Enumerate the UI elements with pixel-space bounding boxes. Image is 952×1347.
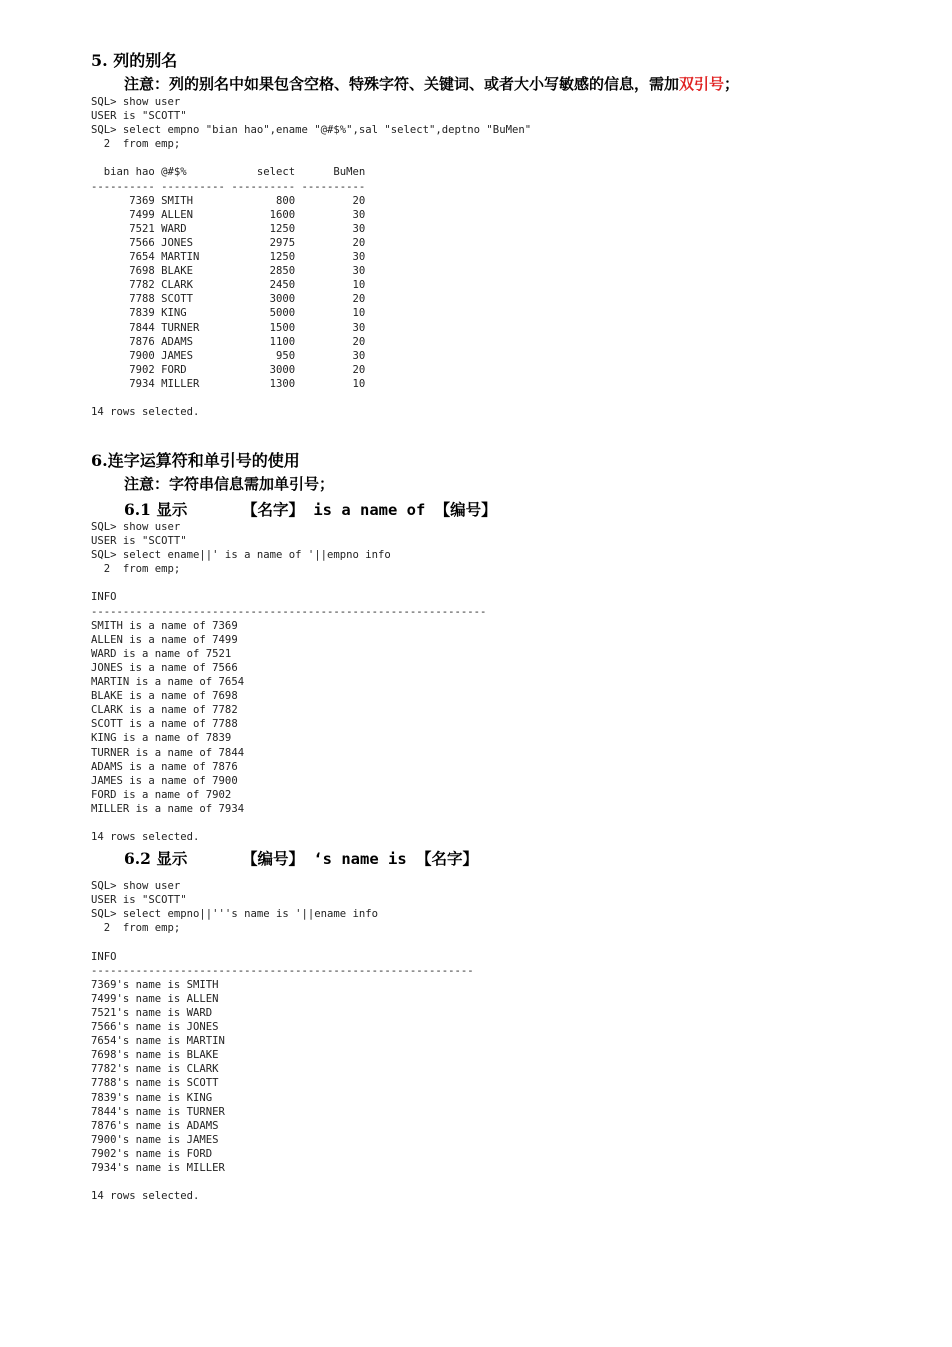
terminal-line: FORD is a name of 7902 [91, 788, 232, 801]
terminal-line: 2 from emp; [91, 138, 181, 151]
terminal-line: 7788's name is SCOTT [91, 1077, 219, 1090]
terminal-line: 2 from emp; [91, 922, 181, 935]
terminal-line: 7934 MILLER 1300 10 [91, 377, 366, 390]
terminal-line: 7839's name is KING [91, 1091, 213, 1104]
section-6-title: 6.连字运算符和单引号的使用 [91, 451, 300, 470]
terminal-line: MILLER is a name of 7934 [91, 802, 245, 815]
terminal-line: 7839 KING 5000 10 [91, 307, 366, 320]
section-6-1-heading [124, 498, 497, 520]
section-5-note-highlight: 双引号 [679, 75, 725, 93]
terminal-line: 7900's name is JAMES [91, 1133, 219, 1146]
terminal-line: 14 rows selected. [91, 831, 200, 844]
terminal-line [91, 576, 486, 590]
terminal-line: -------------------------------------------------------------- [91, 605, 487, 618]
terminal-line: SQL> select empno "bian hao",ename "@#$%",sal "select",deptno "BuMen" [91, 124, 532, 137]
terminal-line: 7782's name is CLARK [91, 1063, 219, 1076]
section-6-2-part2: ‘s name is [304, 850, 416, 868]
terminal-line: 7521's name is WARD [91, 1006, 213, 1019]
terminal-line: 7654's name is MARTIN [91, 1035, 225, 1048]
terminal-line: KING is a name of 7839 [91, 732, 232, 745]
section-5-terminal-output [91, 95, 531, 419]
terminal-line: SQL> show user [91, 96, 181, 108]
terminal-line: 14 rows selected. [91, 406, 200, 419]
terminal-line: 7521 WARD 1250 30 [91, 222, 366, 235]
section-6-1-part1: 【名字】 [242, 500, 305, 519]
terminal-line: SQL> show user [91, 521, 181, 533]
terminal-line: 7698 BLAKE 2850 30 [91, 265, 366, 278]
terminal-line: 7788 SCOTT 3000 20 [91, 293, 366, 306]
terminal-line: 7876 ADAMS 1100 20 [91, 335, 366, 348]
terminal-line: SCOTT is a name of 7788 [91, 718, 238, 731]
section-6-1-part2: is a name of [304, 501, 435, 519]
terminal-line: 7654 MARTIN 1250 30 [91, 251, 366, 264]
terminal-line: ------------------------------------------------------------ [91, 964, 474, 977]
section-5-note [124, 73, 739, 94]
terminal-line: 7902 FORD 3000 20 [91, 363, 366, 376]
terminal-line [91, 1175, 474, 1189]
terminal-line: 7844's name is TURNER [91, 1105, 225, 1118]
section-6-2-part1: 【编号】 [242, 849, 305, 868]
section-6-note: 注意：字符串信息需加单引号； [124, 475, 335, 493]
terminal-line: SQL> show user [91, 880, 181, 893]
terminal-line [91, 816, 486, 830]
terminal-line: 7566's name is JONES [91, 1021, 219, 1034]
terminal-line: 7844 TURNER 1500 30 [91, 321, 366, 334]
terminal-line: USER is "SCOTT" [91, 110, 187, 123]
terminal-line: INFO [91, 591, 117, 604]
terminal-line: 7934's name is MILLER [91, 1161, 225, 1174]
terminal-line: JAMES is a name of 7900 [91, 774, 238, 787]
section-6-2-part3: 【名字】 [416, 849, 479, 868]
terminal-line [91, 391, 531, 405]
terminal-line [91, 865, 474, 879]
section-6-2-prefix: 6.2 显示 [124, 849, 188, 868]
terminal-line: USER is "SCOTT" [91, 894, 187, 907]
terminal-line: MARTIN is a name of 7654 [91, 676, 245, 689]
terminal-line: SMITH is a name of 7369 [91, 619, 238, 632]
section-6-1-prefix: 6.1 显示 [124, 500, 188, 519]
terminal-line: 7566 JONES 2975 20 [91, 236, 366, 249]
terminal-line: ALLEN is a name of 7499 [91, 633, 238, 646]
terminal-line [91, 151, 531, 165]
terminal-line: 7900 JAMES 950 30 [91, 349, 366, 362]
terminal-line: 7782 CLARK 2450 10 [91, 279, 366, 292]
terminal-line: CLARK is a name of 7782 [91, 704, 238, 717]
terminal-line: USER is "SCOTT" [91, 535, 187, 548]
terminal-line: 7499's name is ALLEN [91, 992, 219, 1005]
section-6-1-terminal-output [91, 520, 486, 844]
section-5-title: 5. 列的别名 [91, 51, 178, 70]
terminal-line: WARD is a name of 7521 [91, 647, 232, 660]
terminal-line: 7369's name is SMITH [91, 978, 219, 991]
section-5-note-end: ； [724, 75, 740, 93]
terminal-line: bian hao @#$% select BuMen [91, 166, 366, 179]
section-6-1-part3: 【编号】 [434, 500, 497, 519]
terminal-line: 7876's name is ADAMS [91, 1119, 219, 1132]
terminal-line: BLAKE is a name of 7698 [91, 690, 238, 703]
terminal-line: 7902's name is FORD [91, 1147, 213, 1160]
section-6-2-terminal-output [91, 865, 474, 1203]
terminal-line: ---------- ---------- ---------- ---------- [91, 180, 366, 193]
section-5-note-text: 注意：列的别名中如果包含空格、特殊字符、关键词、或者大小写敏感的信息，需加 [124, 75, 680, 93]
terminal-line: 7369 SMITH 800 20 [91, 194, 366, 207]
terminal-line: SQL> select ename||' is a name of '||empno info [91, 549, 391, 562]
terminal-line: 7698's name is BLAKE [91, 1049, 219, 1062]
terminal-line: SQL> select empno||'''s name is '||ename info [91, 908, 379, 921]
terminal-line: JONES is a name of 7566 [91, 661, 238, 674]
terminal-line: 14 rows selected. [91, 1190, 200, 1203]
terminal-line: 7499 ALLEN 1600 30 [91, 208, 366, 221]
terminal-line [91, 935, 474, 949]
terminal-line: INFO [91, 950, 117, 963]
terminal-line: ADAMS is a name of 7876 [91, 760, 238, 773]
terminal-line: TURNER is a name of 7844 [91, 746, 245, 759]
terminal-line: 2 from emp; [91, 563, 181, 576]
